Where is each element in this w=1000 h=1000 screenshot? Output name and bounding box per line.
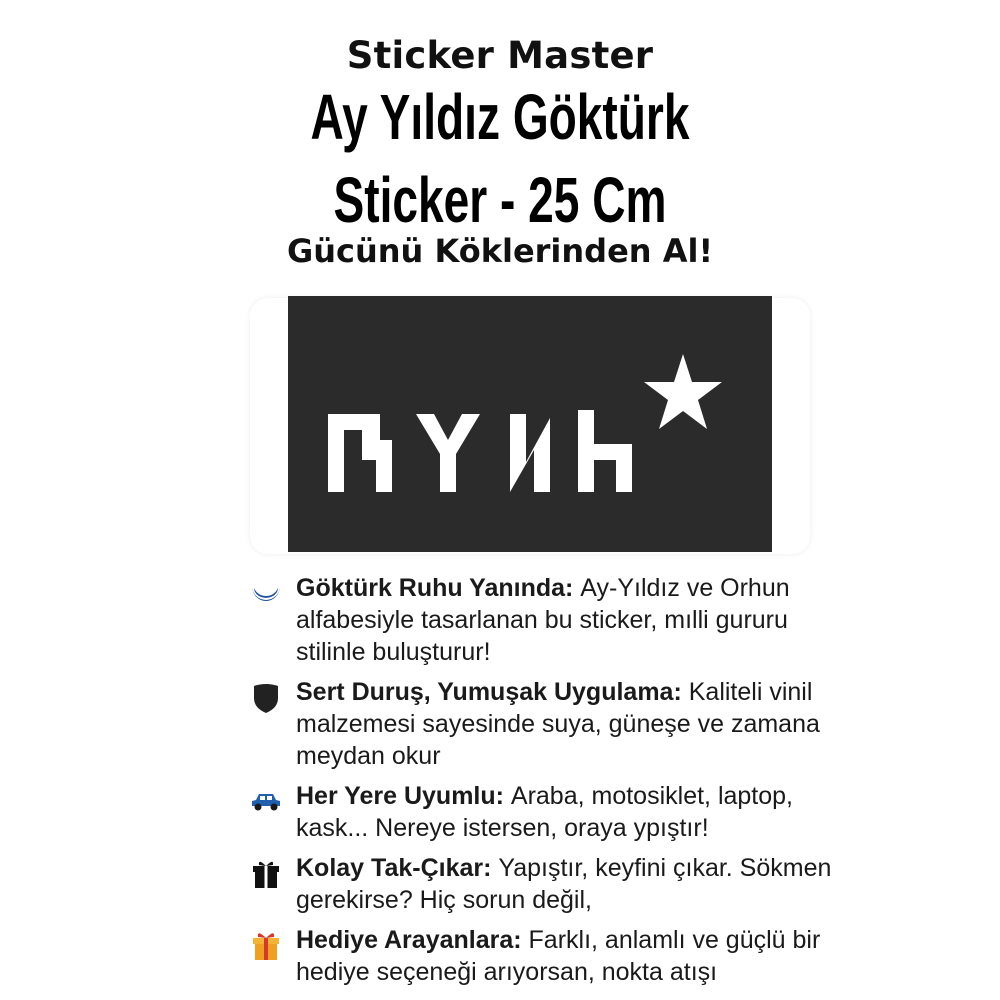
shield-icon (248, 680, 284, 716)
feature-item-easy-apply (240, 852, 840, 916)
feature-text: Farklı, anlamlı ve güçlü bir hediye seçeneği arıyorsan, nokta atışı (296, 926, 821, 986)
feature-lead: Sert Duruş, Yumuşak Uygulama: (296, 678, 689, 706)
feature-text: Yapıştır, keyfini çıkar. Sökmen gerekirse? Hiç sorun değil, (296, 854, 832, 914)
product-image (288, 296, 772, 552)
feature-list (240, 572, 840, 988)
product-title-line-2: Sticker - 25 Cm (333, 164, 667, 236)
tagline: Gücünü Köklerinden Al! (286, 232, 714, 270)
gift-box-icon (248, 856, 284, 892)
feature-lead: Her Yere Uyumlu: (296, 782, 511, 810)
feature-text: Araba, motosiklet, laptop, kask... Nereye istersen, oraya ypıştır! (296, 782, 793, 842)
wrapped-gift-icon (248, 928, 284, 964)
feature-lead: Göktürk Ruhu Yanında: (296, 574, 581, 602)
product-title-line-1: Ay Yıldız Göktürk (310, 81, 690, 153)
brand-name: Sticker Master (346, 34, 654, 77)
crescent-moon-icon (248, 576, 284, 612)
feature-lead: Kolay Tak-Çıkar: (296, 854, 499, 882)
sticker-design (288, 296, 772, 552)
feature-text: Ay-Yıldız ve Orhun alfabesiyle tasarlanan bu sticker, mılli gururu stilinle buluşturur! (296, 574, 790, 666)
feature-lead: Hediye Arayanlara: (296, 926, 529, 954)
feature-item-compatibility (240, 780, 840, 844)
feature-text: Kaliteli vinil malzemesi sayesinde suya, güneşe ve zamana meydan okur (296, 678, 820, 770)
feature-item-durability (240, 676, 840, 772)
car-icon (248, 784, 284, 820)
feature-item-gift (240, 924, 840, 988)
feature-item-gokturk-spirit (240, 572, 840, 668)
